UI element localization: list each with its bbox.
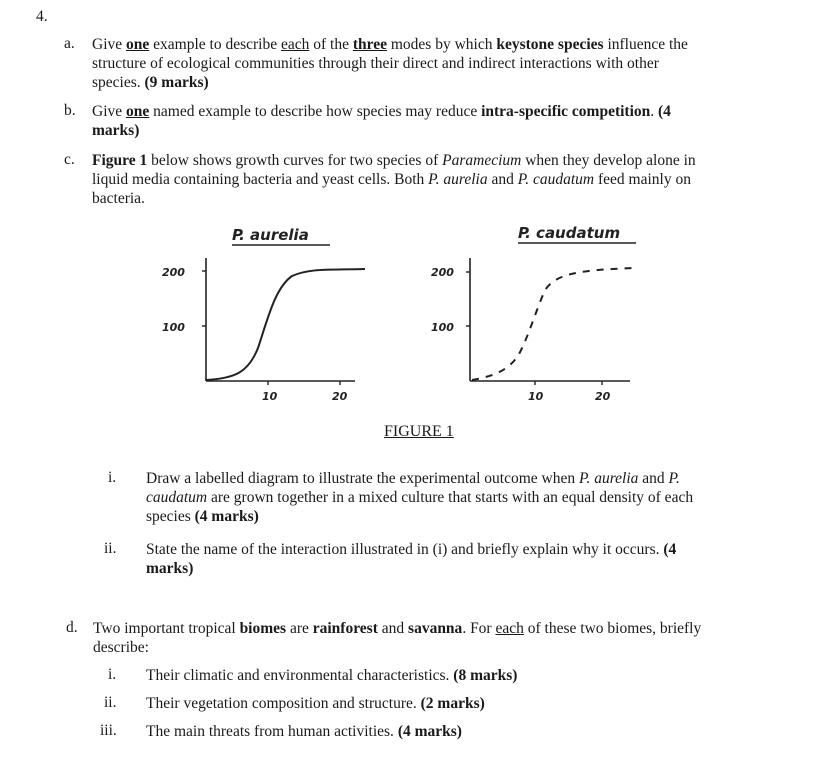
x-tick-label-10: 10	[528, 390, 544, 403]
x-tick-label-20: 20	[595, 390, 611, 403]
part-a-label: a.	[64, 35, 75, 52]
y-tick-label-100: 100	[162, 321, 185, 334]
part-d-ii-text: Their vegetation composition and structure. (2 marks)	[146, 695, 485, 712]
part-c-text: Figure 1 below shows growth curves for two species of Paramecium when they develop alone in liquid media containing bacteria and yeast cells. Both P. aurelia and P. caudatum feed mainly on bacteria.	[92, 152, 696, 207]
figure-caption: FIGURE 1	[384, 423, 454, 440]
part-c-i-label: i.	[108, 469, 117, 486]
x-tick-label-20: 20	[332, 390, 348, 403]
part-b-label: b.	[64, 102, 76, 119]
part-d-text: Two important tropical biomes are rainforest and savanna. For each of these two biomes, briefly describe:	[93, 620, 702, 656]
series-line-p-caudatum	[472, 268, 635, 380]
part-c-ii-label: ii.	[104, 540, 117, 557]
x-tick-label-10: 10	[262, 390, 278, 403]
chart-title-p-aurelia: P. aurelia	[232, 226, 309, 244]
part-d-iii-label: iii.	[100, 722, 117, 739]
part-d-ii-label: ii.	[104, 694, 117, 711]
y-tick-label-200: 200	[431, 266, 454, 279]
part-a-text: Give one example to describe each of the three modes by which keystone species influence the structure of ecological communities through their direct and indirect interactions with other species. (9 marks)	[92, 36, 688, 91]
part-d-i-text: Their climatic and environmental characteristics. (8 marks)	[146, 667, 518, 684]
y-tick-label-100: 100	[431, 321, 454, 334]
part-c-i-text: Draw a labelled diagram to illustrate the experimental outcome when P. aurelia and P. caudatum are grown together in a mixed culture that starts with an equal density of each species (4 marks)	[146, 470, 694, 525]
part-d-label: d.	[66, 619, 78, 636]
chart-p-aurelia	[162, 226, 365, 403]
y-tick-label-200: 200	[162, 266, 185, 279]
question-number: 4.	[36, 8, 48, 25]
part-d-iii-text: The main threats from human activities. (4 marks)	[146, 723, 462, 740]
figure-1-charts	[140, 218, 660, 418]
chart-title-p-caudatum: P. caudatum	[518, 224, 621, 242]
part-b-text: Give one named example to describe how species may reduce intra-specific competition. (4 marks)	[92, 103, 671, 139]
series-line-p-aurelia	[206, 269, 365, 380]
chart-p-caudatum	[431, 224, 636, 403]
part-c-label: c.	[64, 151, 75, 168]
part-d-i-label: i.	[108, 666, 117, 683]
part-c-ii-text: State the name of the interaction illustrated in (i) and briefly explain why it occurs. (4 marks)	[146, 541, 677, 577]
